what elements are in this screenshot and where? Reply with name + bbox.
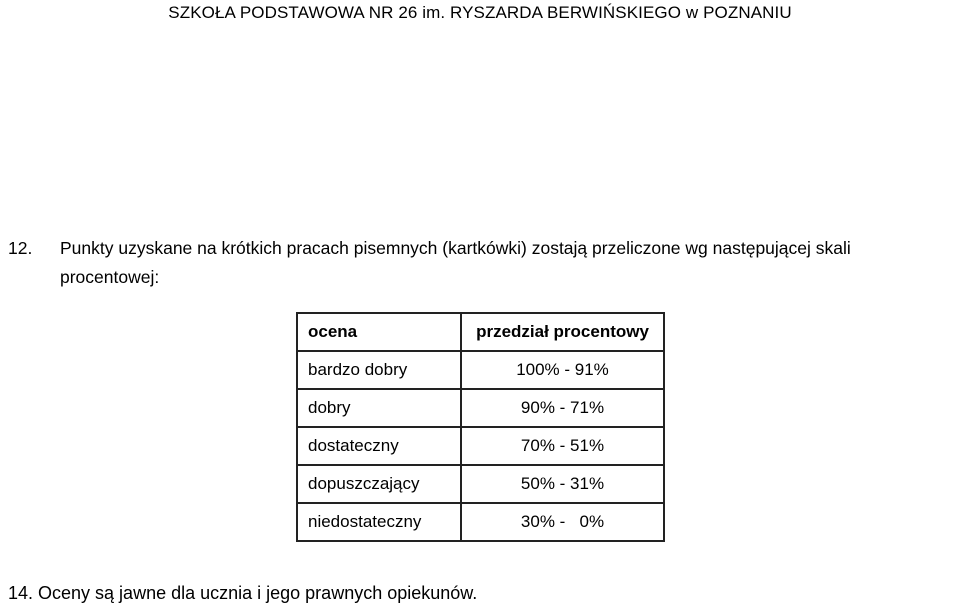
table-row [297, 427, 664, 465]
point-14 [8, 580, 477, 606]
school-name: SZKOŁA PODSTAWOWA NR 26 im. RYSZARDA BERWIŃSKIEGO w POZNANIU [168, 3, 792, 22]
point-14-text: 14. Oceny są jawne dla ucznia i jego prawnych opiekunów. [8, 583, 478, 603]
point-12-text: Punkty uzyskane na krótkich pracach pisemnych (kartkówki) zostają przeliczone wg następującej skali procentowej: [60, 238, 851, 287]
range-cell: 70% - 51% [461, 427, 664, 465]
page-header [0, 0, 960, 26]
grade-cell: bardzo dobry [297, 351, 461, 389]
table-row [297, 351, 664, 389]
table-row [297, 503, 664, 541]
range-cell: 100% - 91% [461, 351, 664, 389]
grade-cell: dopuszczający [297, 465, 461, 503]
point-12-number: 12. [8, 238, 33, 258]
range-column-header: przedział procentowy [461, 313, 664, 351]
table-header-row [297, 313, 664, 351]
range-cell: 50% - 31% [461, 465, 664, 503]
range-cell: 30% - 0% [461, 503, 664, 541]
range-cell: 90% - 71% [461, 389, 664, 427]
table-row [297, 465, 664, 503]
grade-cell: dobry [297, 389, 461, 427]
grade-cell: dostateczny [297, 427, 461, 465]
table-row [297, 389, 664, 427]
grade-column-header: ocena [297, 313, 461, 351]
grade-cell: niedostateczny [297, 503, 461, 541]
grade-scale-table [296, 312, 665, 542]
